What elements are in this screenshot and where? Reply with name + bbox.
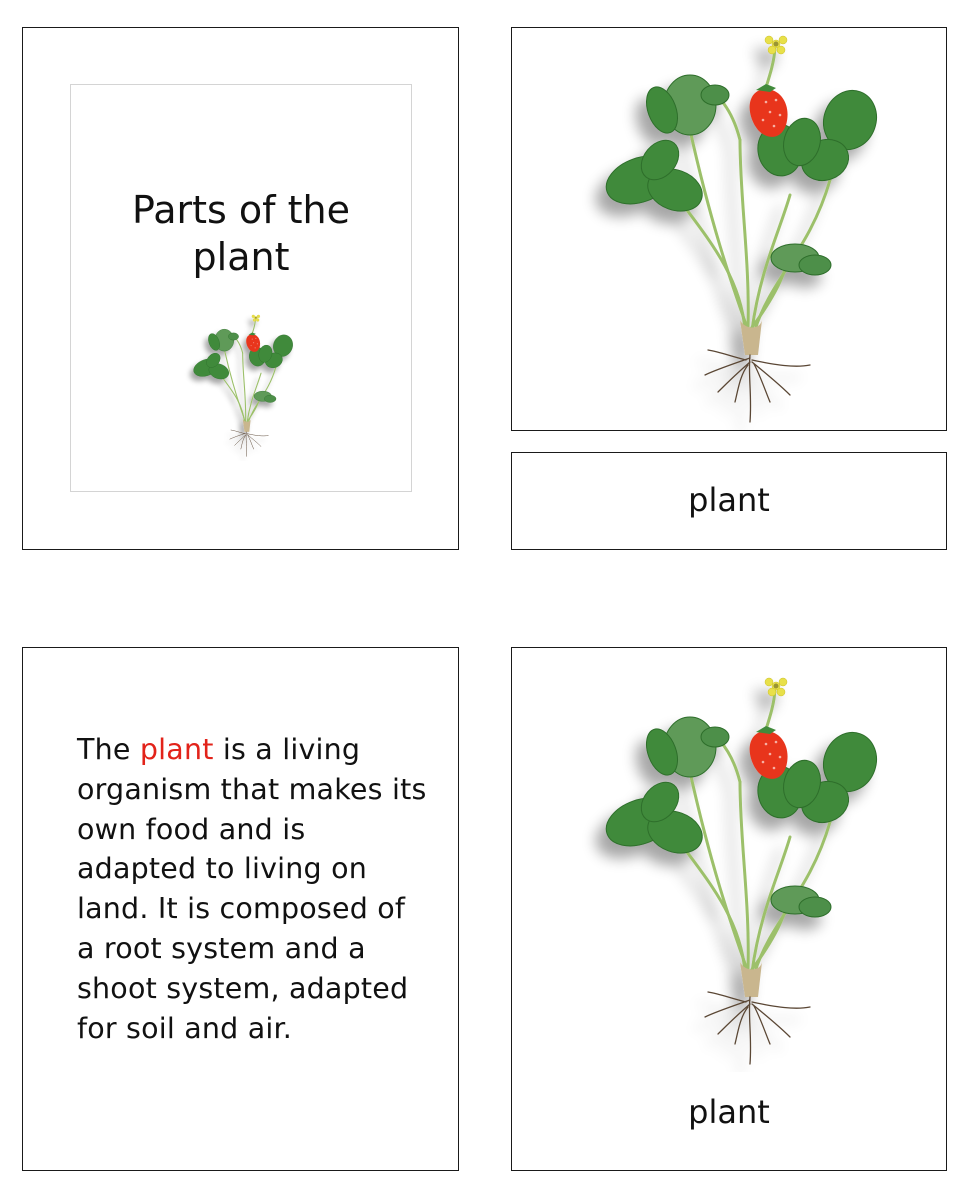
strawberry-plant-image <box>580 30 880 430</box>
picture-card <box>511 27 947 431</box>
strawberry-plant-image <box>580 672 880 1072</box>
label-card <box>511 452 947 550</box>
definition-lead: The <box>77 733 140 766</box>
definition-card <box>22 647 459 1171</box>
cover-title: Parts of the plant <box>132 188 350 279</box>
definition-keyword: plant <box>139 733 214 766</box>
control-label-text: plant <box>688 1093 770 1131</box>
label-text: plant <box>688 481 770 519</box>
control-card <box>511 647 947 1171</box>
title-card <box>22 27 459 550</box>
definition-body: is a living organism that makes its own food and is adapted to living on land. It is composed of a root system and a shoot system, adapted for soil and air. <box>77 733 427 1045</box>
title-card-inner-frame <box>70 84 412 492</box>
definition-text <box>77 730 427 1048</box>
strawberry-plant-image <box>184 311 294 461</box>
